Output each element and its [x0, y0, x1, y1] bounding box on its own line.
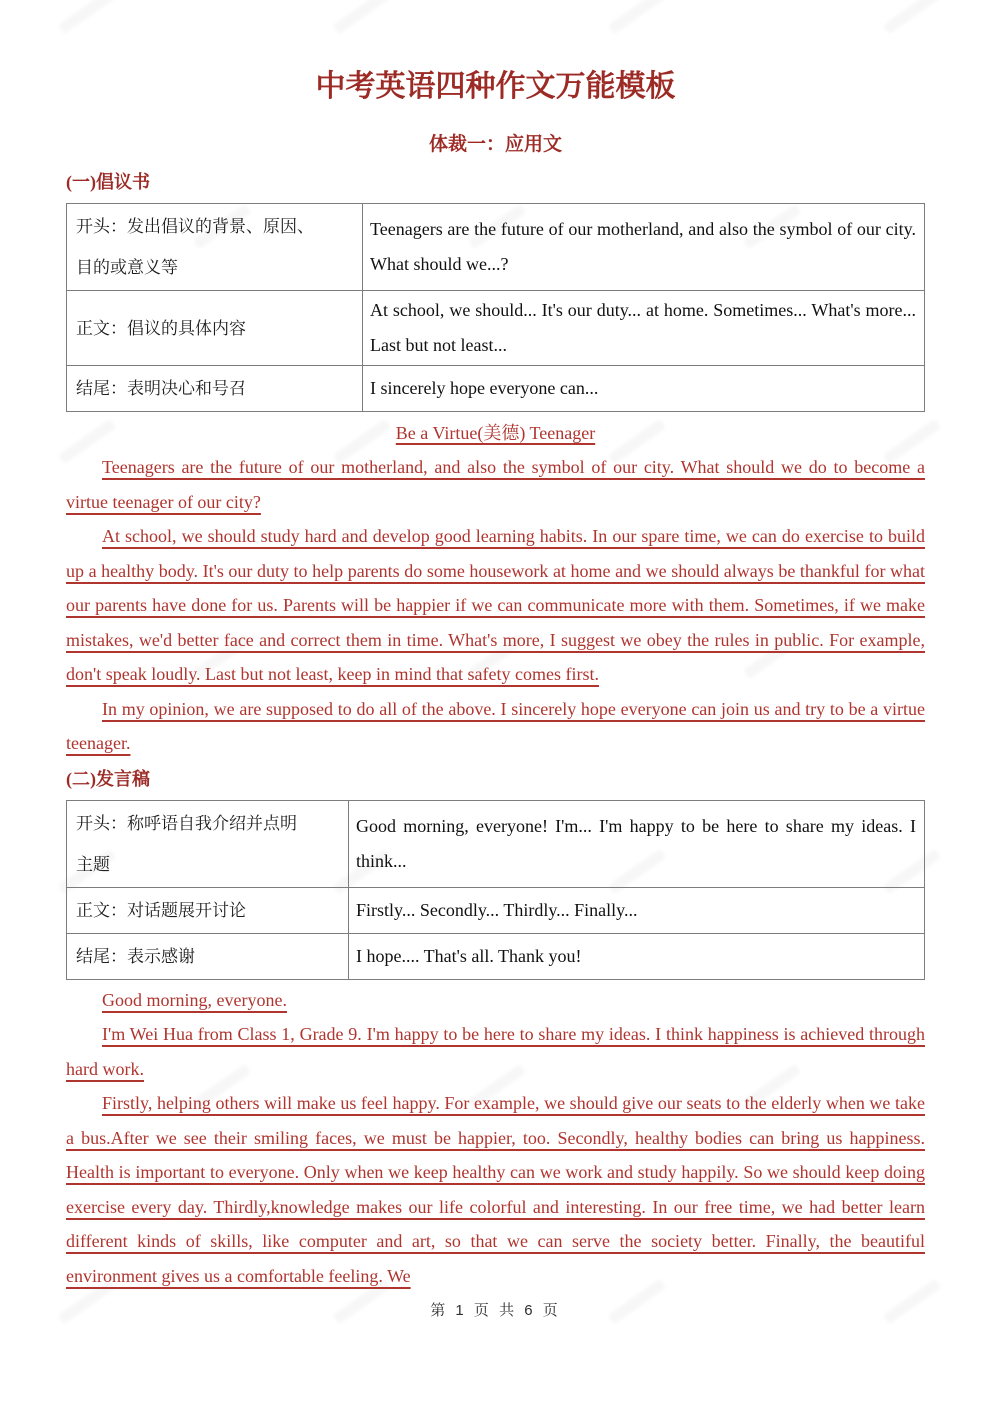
- outline-label-cell: 结尾：表示感谢: [67, 933, 349, 979]
- outline-label-cell: 结尾：表明决心和号召: [67, 366, 363, 412]
- outline-content-cell: At school, we should... It's our duty... at home. Sometimes... What's more... Last but not least...: [363, 291, 925, 366]
- section1-heading: (一)倡议书: [66, 172, 150, 192]
- outline-label-cell: 正文：对话题展开讨论: [67, 887, 349, 933]
- speech-outline-table: [66, 800, 925, 980]
- outline-content-cell: I hope.... That's all. Thank you!: [349, 933, 925, 979]
- table-row: [67, 291, 925, 366]
- table-row: [67, 204, 925, 291]
- outline-content-cell: Teenagers are the future of our motherland, and also the symbol of our city. What should we...?: [363, 204, 925, 291]
- outline-label-cell: 开头：发出倡议的背景、原因、目的或意义等: [67, 204, 363, 291]
- page-title: 中考英语四种作文万能模板: [315, 70, 676, 103]
- essay-paragraph: Firstly, helping others will make us feel happy. For example, we should give our seats to the elderly when we take a bus.After we see their smiling faces, we must be happier, too. Secondly, healthy bodies can bring us happiness. Health is important to everyone. Only when we keep healthy can we work and study happily. So we should keep doing exercise every day. Thirdly,knowledge makes our life colorful and interesting. In our free time, we had better learn different kinds of skills, like computer and art, so that we can serve the society better. Finally, the beautiful environment gives us a comfortable feeling. We: [66, 1093, 925, 1286]
- essay-paragraph: Teenagers are the future of our motherland, and also the symbol of our city. What should we do to become a virtue teenager of our city?: [66, 457, 925, 512]
- essay1-body: [66, 450, 925, 761]
- outline-content-cell: Firstly... Secondly... Thirdly... Finally...: [349, 887, 925, 933]
- table-row: [67, 800, 925, 887]
- page-number-footer: 第 1 页 共 6 页: [430, 1302, 561, 1319]
- table-row: [67, 933, 925, 979]
- essay-paragraph: At school, we should study hard and develop good learning habits. In our spare time, we can do exercise to build up a healthy body. It's our duty to help parents do some housework at home and we should always be thankful for what our parents have done for us. Parents will be happier if we can communicate more with them. Sometimes, if we make mistakes, we'd better face and correct them in time. What's more, I suggest we obey the rules in public. For example, don't speak loudly. Last but not least, keep in mind that safety comes first.: [66, 526, 925, 684]
- table-row: [67, 887, 925, 933]
- essay-paragraph: Good morning, everyone.: [102, 989, 287, 1010]
- page-subtitle: 体裁一：应用文: [428, 134, 562, 155]
- section2-heading: (二)发言稿: [66, 768, 150, 789]
- outline-content-cell: Good morning, everyone! I'm... I'm happy to be here to share my ideas. I think...: [349, 800, 925, 887]
- outline-label-cell: 开头：称呼语自我介绍并点明主题: [67, 800, 349, 887]
- outline-content-cell: I sincerely hope everyone can...: [363, 366, 925, 412]
- outline-label-cell: 正文：倡议的具体内容: [67, 291, 363, 366]
- document-page: [66, 0, 925, 1320]
- table-row: [67, 366, 925, 412]
- essay1-title: Be a Virtue(美德) Teenager: [395, 423, 596, 443]
- essay2-body: [66, 983, 925, 1294]
- essay-paragraph: In my opinion, we are supposed to do all of the above. I sincerely hope everyone can join us and try to be a virtue teenager.: [66, 698, 925, 753]
- proposal-outline-table: [66, 203, 925, 412]
- essay-paragraph: I'm Wei Hua from Class 1, Grade 9. I'm happy to be here to share my ideas. I think happiness is achieved through hard work.: [66, 1024, 925, 1079]
